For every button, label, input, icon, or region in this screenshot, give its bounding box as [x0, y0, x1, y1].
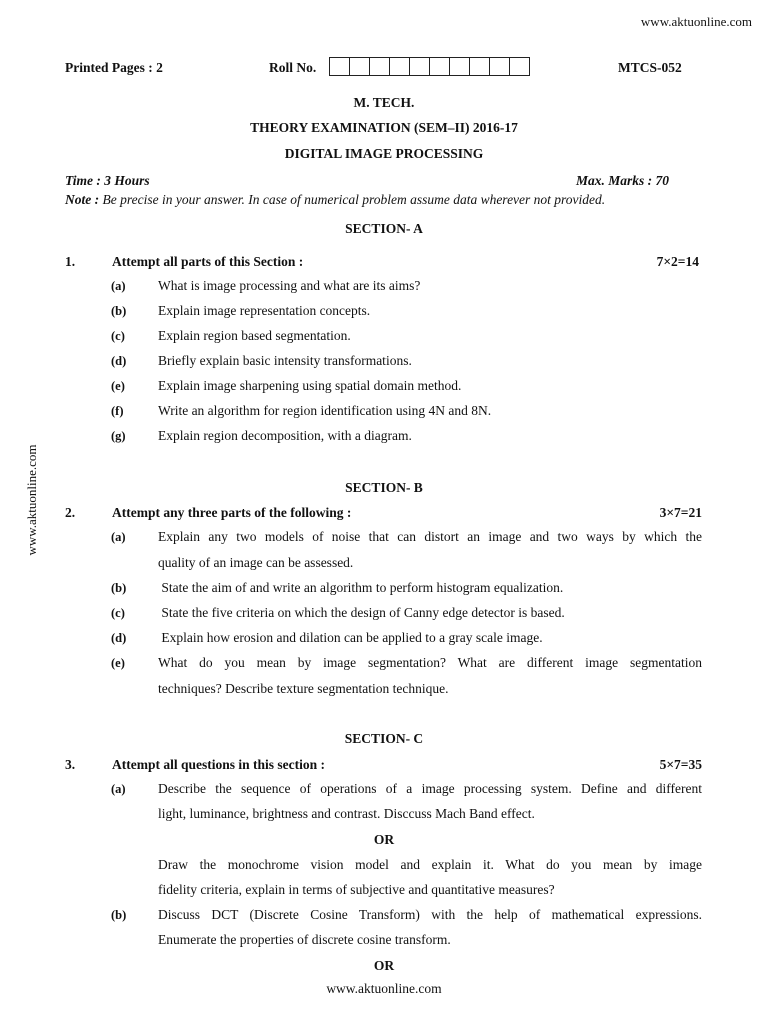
- or-separator: OR: [373, 958, 395, 973]
- bottom-watermark-url: www.aktuonline.com: [326, 981, 442, 996]
- q3-alt-text: Draw the monochrome vision model and explain it. What do you mean by image: [158, 857, 702, 872]
- question-3-marks: 5×7=35: [659, 757, 702, 772]
- q2-part-text: Explain how erosion and dilation can be applied to a gray scale image.: [158, 630, 543, 645]
- section-a-heading: SECTION- A: [345, 221, 423, 236]
- q1-part-text: Briefly explain basic intensity transformations.: [158, 353, 412, 368]
- q1-part-label: (f): [111, 404, 124, 418]
- question-2-instruction: Attempt any three parts of the following :: [112, 505, 352, 520]
- roll-no-box: [509, 57, 530, 76]
- degree: M. TECH.: [353, 95, 415, 110]
- side-watermark-url: www.aktuonline.com: [24, 444, 39, 556]
- q1-part-text: Explain image representation concepts.: [158, 303, 371, 318]
- q1-part-label: (e): [111, 379, 125, 393]
- q2-part-text: Explain any two models of noise that can distort an image and two ways by which the: [158, 529, 702, 544]
- question-3-number: 3.: [65, 757, 76, 772]
- q1-part-label: (b): [111, 304, 127, 318]
- or-separator: OR: [373, 832, 395, 847]
- roll-no-box: [429, 57, 450, 76]
- q2-part-label: (e): [111, 656, 125, 670]
- max-marks: Max. Marks : 70: [576, 173, 670, 188]
- q3-part-label: (a): [111, 782, 126, 796]
- q2-part-label: (c): [111, 606, 125, 620]
- paper-code: MTCS-052: [618, 60, 682, 75]
- roll-no-label: Roll No.: [269, 60, 317, 75]
- top-watermark-url: www.aktuonline.com: [640, 14, 752, 29]
- question-1-marks: 7×2=14: [656, 254, 699, 269]
- q3-part-text-continued: Enumerate the properties of discrete cosine transform.: [158, 932, 451, 947]
- q3-alt-text-continued: fidelity criteria, explain in terms of subjective and quantitative measures?: [158, 882, 555, 897]
- q1-part-label: (c): [111, 329, 125, 343]
- roll-no-boxes: [330, 57, 530, 76]
- q1-part-text: Write an algorithm for region identification using 4N and 8N.: [158, 403, 492, 418]
- time-allowed: Time : 3 Hours: [65, 173, 150, 188]
- question-2-number: 2.: [65, 505, 76, 520]
- q1-part-text: Explain region decomposition, with a diagram.: [158, 428, 412, 443]
- roll-no-box: [389, 57, 410, 76]
- q1-part-label: (a): [111, 279, 126, 293]
- q2-part-text-continued: quality of an image can be assessed.: [158, 555, 354, 570]
- section-c-heading: SECTION- C: [344, 731, 424, 746]
- printed-pages: Printed Pages : 2: [65, 60, 163, 75]
- q1-part-label: (d): [111, 354, 127, 368]
- section-b-heading: SECTION- B: [345, 480, 423, 495]
- subject-title: DIGITAL IMAGE PROCESSING: [284, 146, 484, 161]
- roll-no-box: [409, 57, 430, 76]
- q3-part-text: Discuss DCT (Discrete Cosine Transform) with the help of mathematical expressions.: [158, 907, 702, 922]
- q2-part-text: What do you mean by image segmentation? What are different image segmentation: [158, 655, 702, 670]
- roll-no-box: [449, 57, 470, 76]
- question-1-number: 1.: [65, 254, 76, 269]
- note: [65, 192, 605, 208]
- q2-part-label: (b): [111, 581, 127, 595]
- question-3-instruction: Attempt all questions in this section :: [112, 757, 326, 772]
- q1-part-text: Explain region based segmentation.: [158, 328, 351, 343]
- roll-no-box: [469, 57, 490, 76]
- q3-part-text: Describe the sequence of operations of a image processing system. Define and different: [158, 781, 702, 796]
- q2-part-text: State the five criteria on which the design of Canny edge detector is based.: [158, 605, 565, 620]
- question-1-instruction: Attempt all parts of this Section :: [112, 254, 304, 269]
- q2-part-text-continued: techniques? Describe texture segmentation technique.: [158, 681, 449, 696]
- exam-title: THEORY EXAMINATION (SEM–II) 2016-17: [250, 120, 518, 135]
- q2-part-label: (a): [111, 530, 126, 544]
- roll-no-box: [349, 57, 370, 76]
- q1-part-text: Explain image sharpening using spatial domain method.: [158, 378, 462, 393]
- note-text: Be precise in your answer. In case of numerical problem assume data wherever not provided.: [102, 192, 606, 207]
- note-label: Note :: [65, 192, 100, 207]
- q3-part-text-continued: light, luminance, brightness and contrast. Disccuss Mach Band effect.: [158, 806, 535, 821]
- roll-no-box: [489, 57, 510, 76]
- q2-part-text: State the aim of and write an algorithm to perform histogram equalization.: [158, 580, 564, 595]
- roll-no-box: [369, 57, 390, 76]
- q2-part-label: (d): [111, 631, 127, 645]
- q1-part-text: What is image processing and what are its aims?: [158, 278, 421, 293]
- q3-part-label: (b): [111, 908, 127, 922]
- question-2-marks: 3×7=21: [659, 505, 702, 520]
- roll-no-box: [329, 57, 350, 76]
- q1-part-label: (g): [111, 429, 126, 443]
